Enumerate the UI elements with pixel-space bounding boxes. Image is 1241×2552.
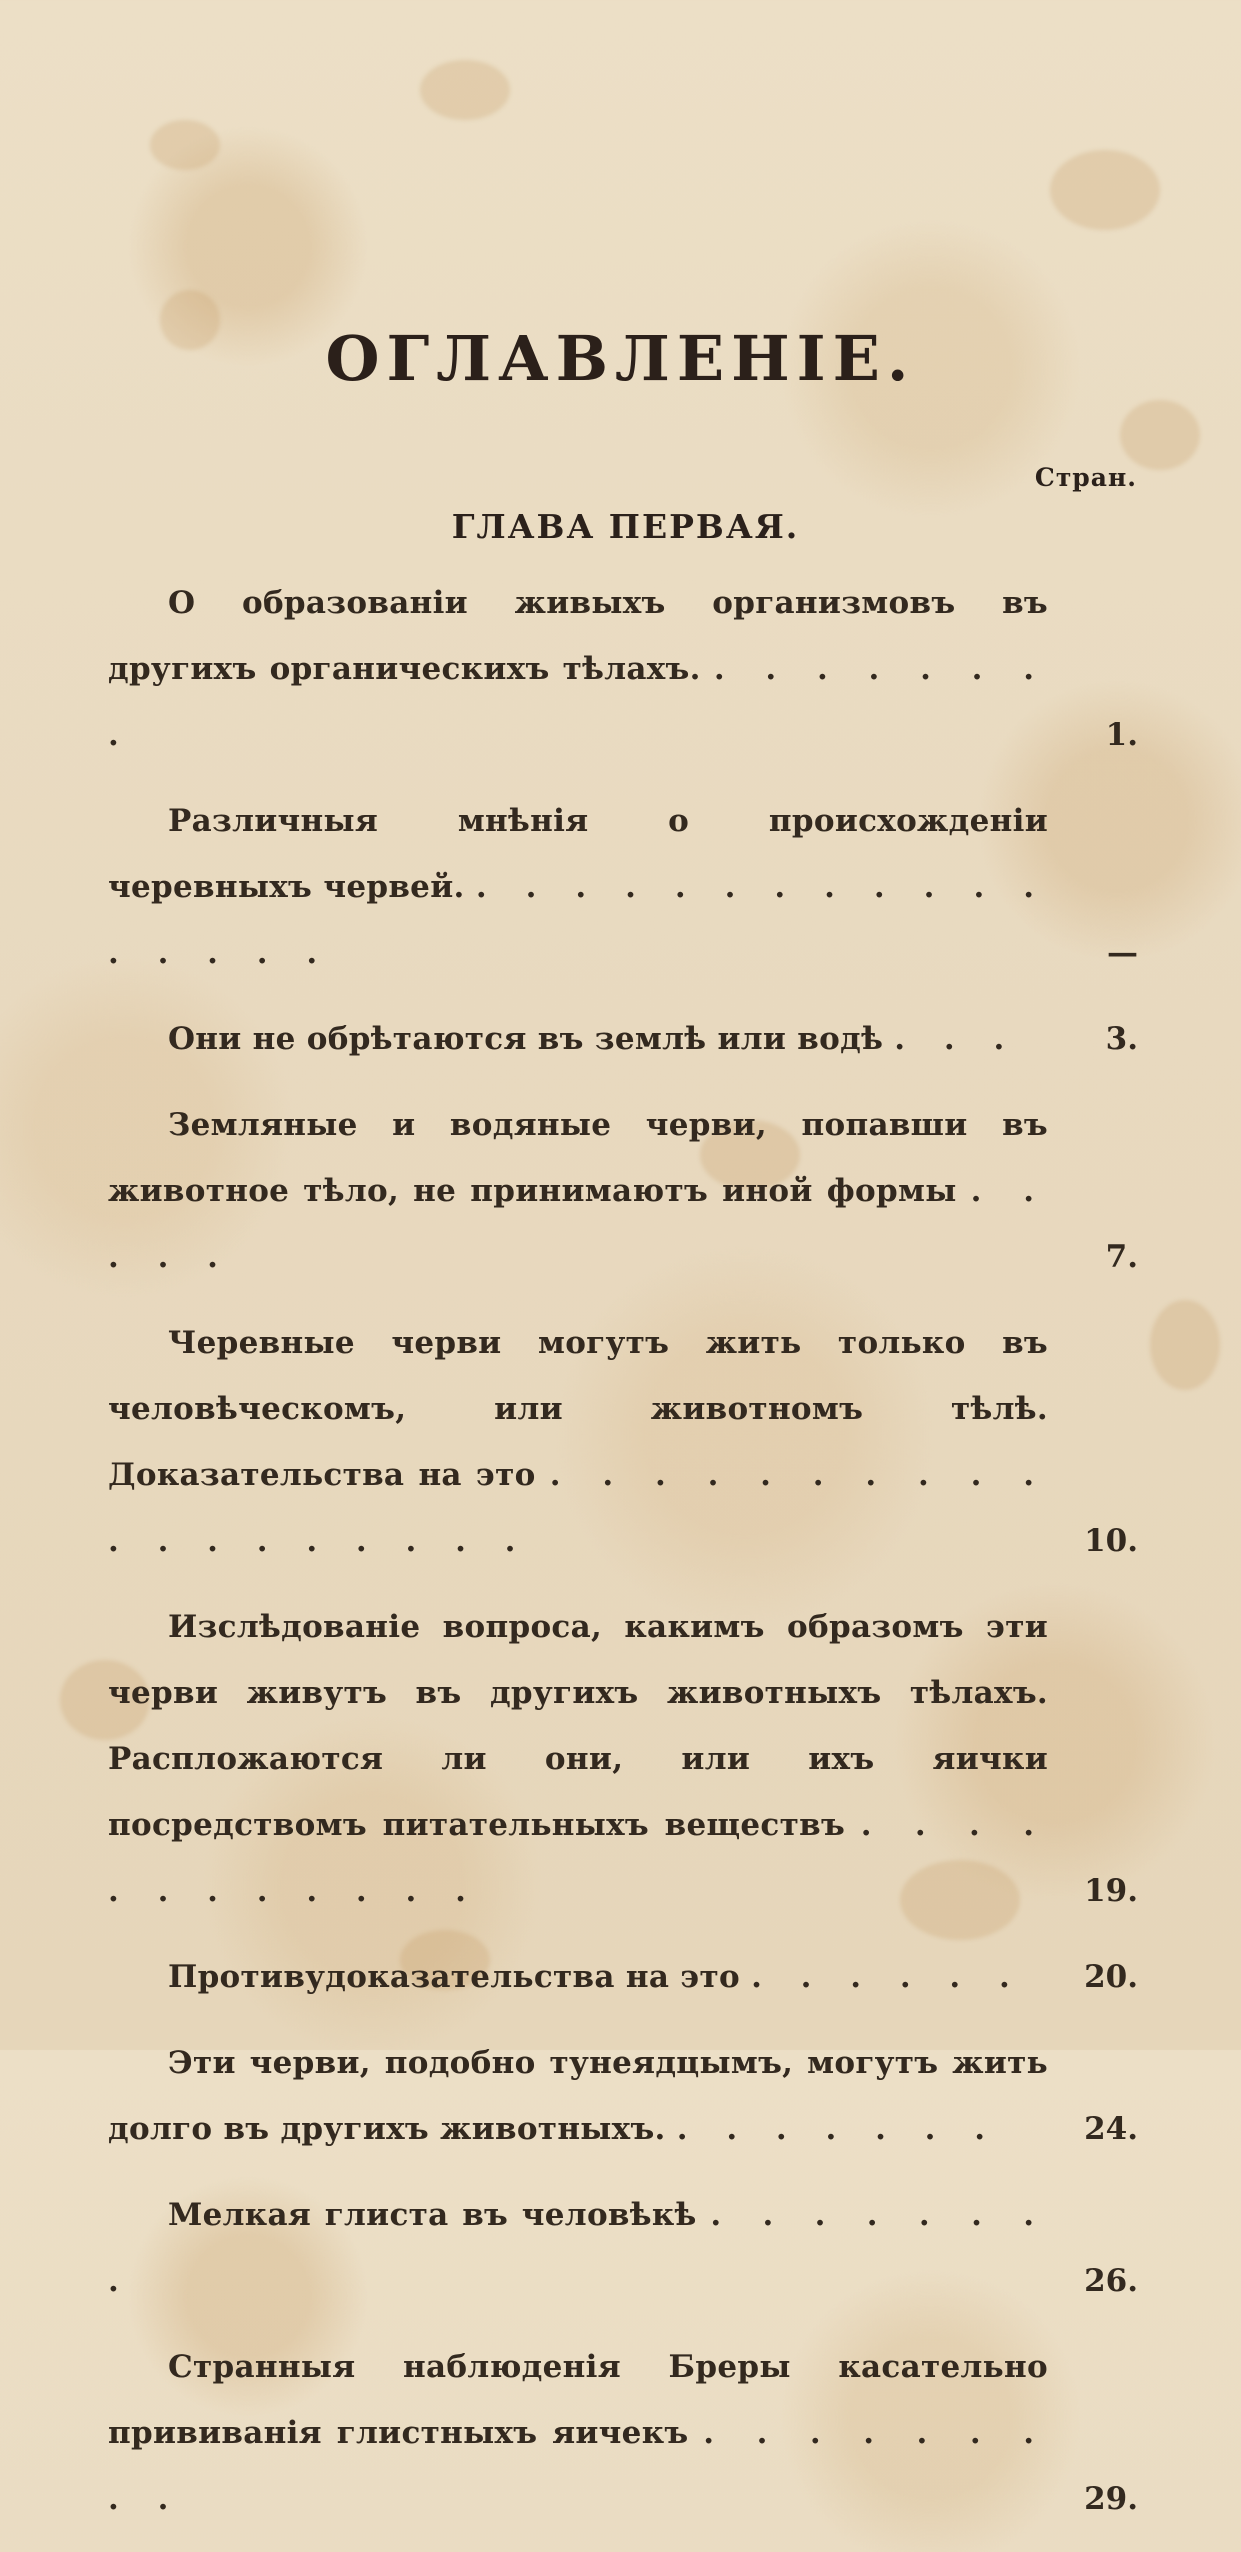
toc-page-number: 7. xyxy=(1105,1239,1138,1275)
foxing-stain xyxy=(1150,1300,1220,1390)
toc-entry xyxy=(108,788,1138,986)
toc-leader-dots: . . . . . . xyxy=(751,1959,1024,1995)
toc-leader-dots: . . . . . . . . . xyxy=(108,2415,1048,2517)
toc-leader-dots: . . . . . xyxy=(108,1173,1049,1275)
toc-entry xyxy=(108,570,1138,768)
toc-page-number: 1. xyxy=(1105,717,1138,753)
toc-page-number: 29. xyxy=(1084,2481,1138,2517)
table-of-contents xyxy=(108,570,1138,2552)
toc-entry-text: Черевные черви могутъ жить только въ человѣческомъ, или животномъ тѣлѣ. Доказательства на это xyxy=(108,1325,1048,1493)
toc-page-number: 3. xyxy=(1105,1021,1138,1057)
foxing-stain xyxy=(1120,400,1200,470)
toc-entry xyxy=(108,2334,1138,2532)
toc-page-number: 10. xyxy=(1084,1523,1138,1559)
toc-entry xyxy=(108,2182,1138,2314)
toc-entry-text: Земляные и водяные черви, попавши въ животное тѣло, не принимаютъ иной формы xyxy=(108,1107,1048,1209)
toc-leader-dots: . . . . . . . . xyxy=(108,2197,1049,2299)
page-title: ОГЛАВЛЕНІЕ. xyxy=(325,322,916,395)
toc-entry-text: Они не обрѣтаются въ землѣ или водѣ xyxy=(168,1021,884,1057)
toc-page-number: 20. xyxy=(1084,1959,1138,1995)
toc-entry xyxy=(108,1006,1138,1072)
toc-entry xyxy=(108,1092,1138,1290)
toc-entry-text: Изслѣдованіе вопроса, какимъ образомъ эти черви живутъ въ другихъ животныхъ тѣлахъ. Распложаются ли они, или ихъ яички посредствомъ питательныхъ веществъ xyxy=(108,1609,1048,1843)
toc-page-number: 19. xyxy=(1084,1873,1138,1909)
toc-page-number: 26. xyxy=(1084,2263,1138,2299)
toc-leader-dots: . . . . . . . . . . . . . . . . . . . xyxy=(108,1457,1049,1559)
chapter-heading: ГЛАВА ПЕРВАЯ. xyxy=(451,507,800,546)
toc-entry-text: Эти черви, подобно тунеядцымъ, могутъ жить долго въ другихъ животныхъ. xyxy=(108,2045,1048,2147)
toc-leader-dots: . . . . . . . . xyxy=(108,651,1048,753)
toc-entry xyxy=(108,1944,1138,2010)
foxing-stain xyxy=(1050,150,1160,230)
toc-entry-text: Странныя наблюденія Бреры касательно прививанія глистныхъ яичекъ xyxy=(108,2349,1048,2451)
toc-leader-dots: . . . xyxy=(894,1021,1019,1057)
page-column-label: Стран. xyxy=(1034,463,1137,492)
toc-entry xyxy=(108,1310,1138,1574)
toc-leader-dots: . . . . . . . . . . . . . . . . . xyxy=(108,869,1048,971)
toc-page-number: 24. xyxy=(1084,2111,1138,2147)
toc-leader-dots: . . . . . . . . . . . . xyxy=(108,1807,1048,1909)
toc-page-number: — xyxy=(1107,935,1138,971)
toc-entry-text: Различныя мнѣнія о происхожденіи черевныхъ червей. xyxy=(108,803,1048,905)
toc-entry-text: Мелкая глиста въ человѣкѣ xyxy=(168,2197,697,2233)
foxing-stain xyxy=(420,60,510,120)
toc-entry-text: Противудоказательства на это xyxy=(168,1959,740,1995)
foxing-stain xyxy=(150,120,220,170)
toc-entry-text: О образованіи живыхъ организмовъ въ другихъ органическихъ тѣлахъ. xyxy=(108,585,1048,687)
toc-entry xyxy=(108,1594,1138,1924)
toc-leader-dots: . . . . . . . xyxy=(676,2111,1000,2147)
